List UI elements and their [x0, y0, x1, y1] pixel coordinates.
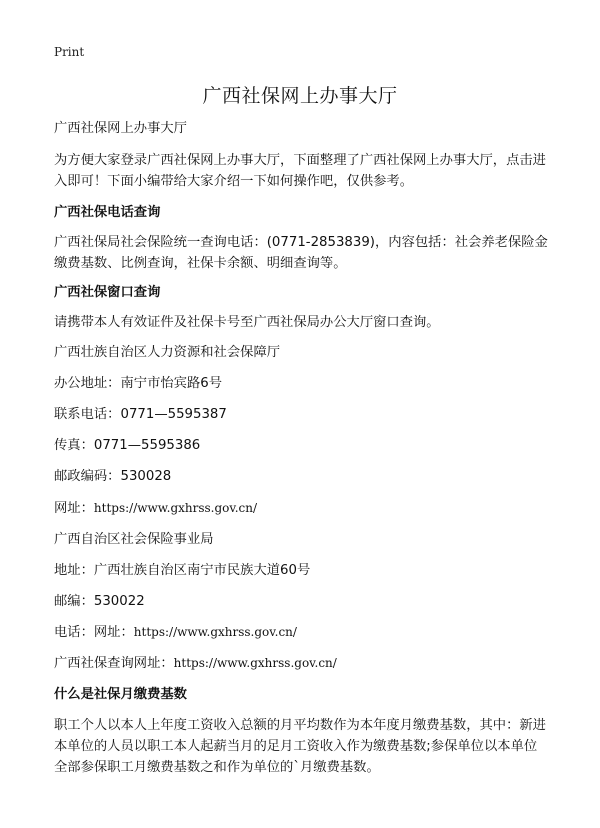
subtitle: 广西社保网上办事大厅 [54, 121, 187, 136]
phone-query-paragraph: 广西社保局社会保险统一查询电话：(0771-2853839)，内容包括：社会养老保险金缴费基数、比例查询，社保卡余额、明细查询等。 [54, 235, 548, 271]
query-site-label: 广西社保查询网址： [54, 656, 174, 671]
org1-phone: 联系电话：0771—5595387 [54, 407, 227, 422]
section-heading-phone: 广西社保电话查询 [54, 205, 161, 220]
org1-name: 广西壮族自治区人力资源和社会保障厅 [54, 345, 281, 360]
org2-website-link[interactable]: https://www.gxhrss.gov.cn/ [133, 625, 297, 639]
org2-contact-line [54, 622, 550, 643]
query-site-line [54, 653, 550, 674]
print-label: Print [54, 45, 85, 59]
section-heading-base: 什么是社保月缴费基数 [54, 687, 187, 702]
org1-website-link[interactable]: https://www.gxhrss.gov.cn/ [93, 501, 258, 515]
section-heading-window: 广西社保窗口查询 [54, 285, 161, 300]
org1-website-label: 网址： [54, 501, 94, 516]
org1-website-line [54, 498, 550, 519]
page-title: 广西社保网上办事大厅 [202, 85, 398, 107]
intro-paragraph: 为方便大家登录广西社保网上办事大厅，下面整理了广西社保网上办事大厅，点击进入即可！下面小编带给大家介绍一下如何操作吧，仅供参考。 [54, 153, 546, 189]
org1-zip: 邮政编码：530028 [54, 469, 172, 484]
org2-name: 广西自治区社会保险事业局 [54, 532, 214, 547]
query-site-link[interactable]: https://www.gxhrss.gov.cn/ [173, 656, 337, 670]
org2-zip: 邮编：530022 [54, 594, 145, 609]
base-paragraph: 职工个人以本人上年度工资收入总额的月平均数作为本年度月缴费基数，其中：新进本单位的人员以职工本人起薪当月的足月工资收入作为缴费基数;参保单位以本单位全部参保职工月缴费基数之和作为单位的`月缴费基数。 [54, 718, 546, 775]
org2-address: 地址：广西壮族自治区南宁市民族大道60号 [54, 563, 311, 578]
org2-contact-label: 电话：网址： [54, 625, 134, 640]
org1-fax: 传真：0771—5595386 [54, 438, 201, 453]
org1-address: 办公地址：南宁市怡宾路6号 [54, 376, 223, 391]
window-query-paragraph: 请携带本人有效证件及社保卡号至广西社保局办公大厅窗口查询。 [54, 315, 440, 330]
